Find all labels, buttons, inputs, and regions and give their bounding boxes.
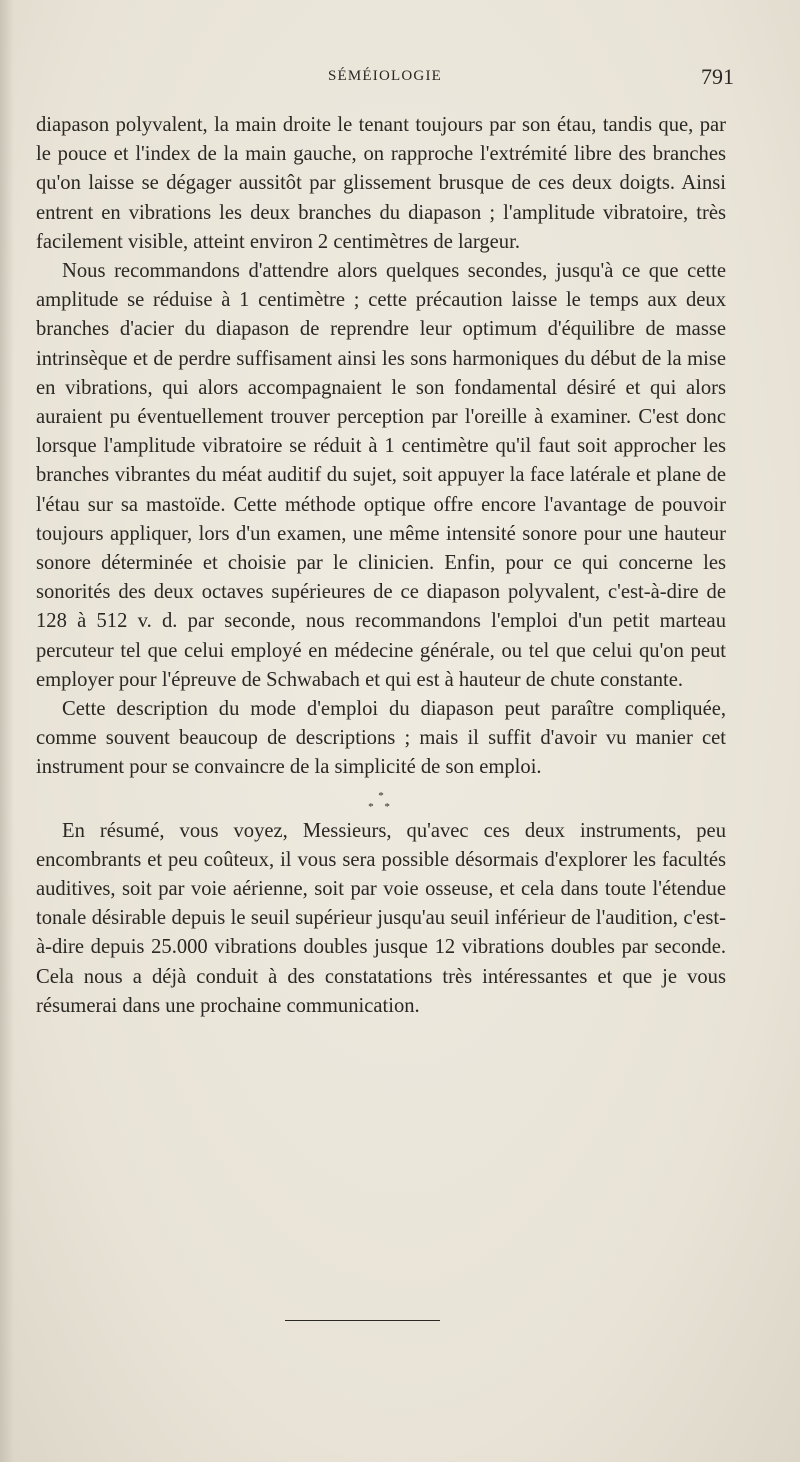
paragraph-4: En résumé, vous voyez, Messieurs, qu'avec ces deux instruments, peu encombrants et peu coûteux, il vous sera possible désormais d'explorer les facultés auditives, soit par voie aérienne, soit par voie osseuse, et cela dans toute l'étendue tonale désirable depuis le seuil supérieur jusqu'au seuil inférieur de l'audition, c'est-à-dire depuis 25.000 vibrations doubles jusque 12 vibrations doubles par seconde. Cela nous a déjà conduit à des constatations très intéressantes et que je vous résumerai dans une prochaine communication. [36,819,726,1017]
paragraph-2: Nous recommandons d'attendre alors quelques secondes, jusqu'à ce que cette amplitude se réduise à 1 centimètre ; cette précaution laisse le temps aux deux branches d'acier du diapason de reprendre leur optimum d'équilibre de masse intrinsèque et de perdre suffisament ainsi les sons harmoniques du début de la mise en vibrations, qui alors accompagnaient le son fondamental désiré et qui alors auraient pu éventuellement trouver perception par l'oreille à examiner. C'est donc lorsque l'amplitude vibratoire se réduit à 1 centimètre qu'il faut soit approcher les branches vibrantes du méat auditif du sujet, soit appuyer la face latérale et plane de l'étau sur sa mastoïde. Cette méthode optique offre encore l'avantage de pouvoir toujours appliquer, lors d'un examen, une même intensité sonore pour une hauteur sonore déterminée et choisie par le clinicien. Enfin, pour ce qui concerne les sonorités des deux octaves supérieures de ce diapason polyvalent, c'est-à-dire de 128 à 512 v. d. par seconde, nous recommandons l'emploi d'un petit marteau percuteur tel que celui employé en médecine générale, ou tel que celui qu'on peut employer pour l'épreuve de Schwabach et qui est à hauteur de chute constante. [36,260,726,691]
paragraph-1: diapason polyvalent, la main droite le tenant toujours par son étau, tandis que, par le pouce et l'index de la main gauche, on rapproche l'extrémité libre des branches qu'on laisse se dégager aussitôt par glissement brusque de ces deux doigts. Ainsi entrent en vibrations les deux branches du diapason ; l'amplitude vibratoire, très facilement visible, atteint environ 2 centimètres de largeur. [36,114,726,253]
asterism-divider [36,791,726,813]
asterism-line-1: * [378,789,384,802]
asterism-line-2: * * [368,800,394,813]
page-edge-shadow [0,0,14,1462]
paragraph-3: Cette description du mode d'emploi du diapason peut paraître compliquée, comme souvent beaucoup de descriptions ; mais il suffit d'avoir vu manier cet instrument pour se convaincre de la simplicité de son emploi. [36,698,726,779]
page-number: 791 [701,64,734,89]
body-text [36,111,726,1021]
running-head-title: SÉMÉIOLOGIE [327,68,443,84]
closing-rule [285,1320,440,1321]
running-head [36,64,734,92]
